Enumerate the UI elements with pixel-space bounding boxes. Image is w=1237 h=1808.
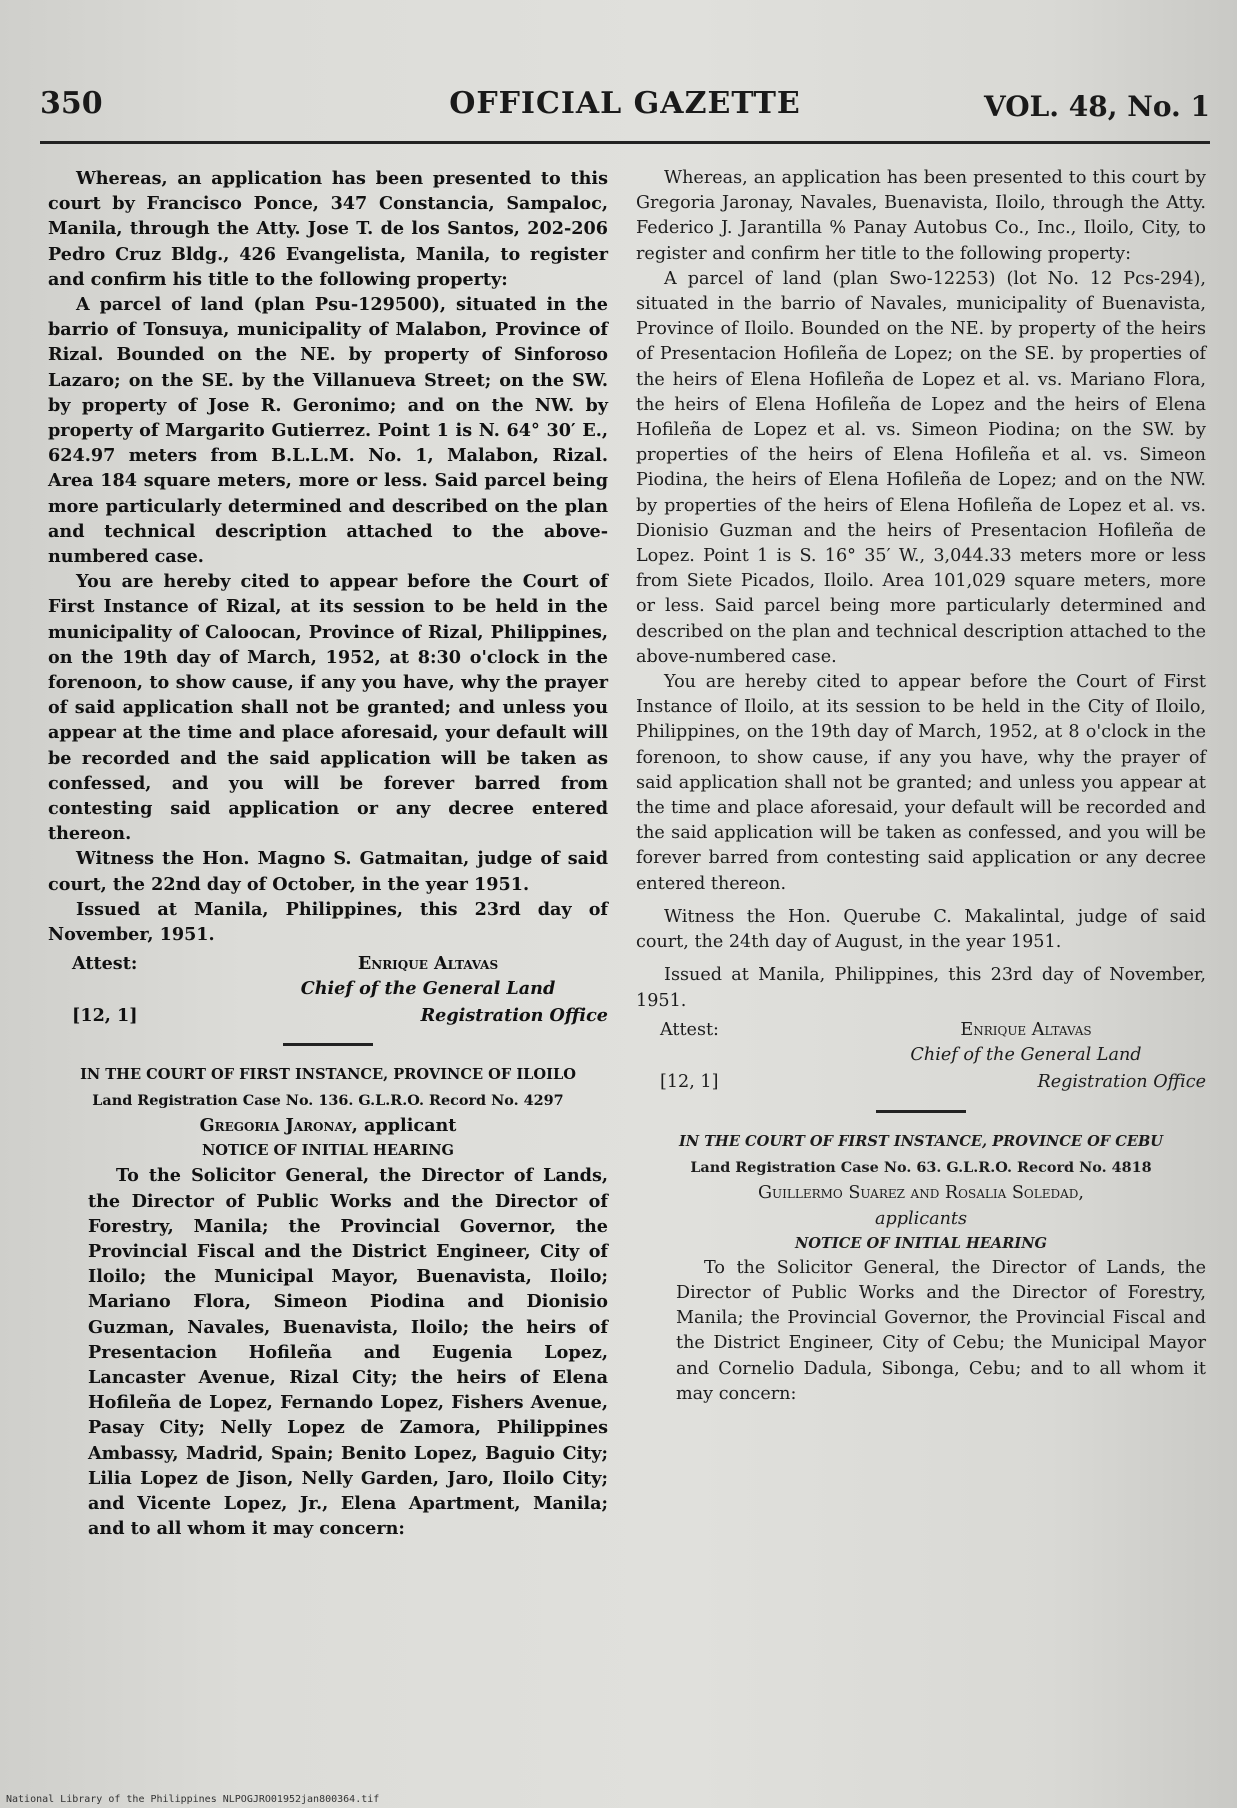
right-attest-ref: [12, 1] (660, 1071, 719, 1092)
right-attest-title2: Registration Office (1037, 1071, 1206, 1092)
right-issued-paragraph: Issued at Manila, Philippines, this 23rd day of November, 1951. (636, 965, 1206, 1011)
scan-footer: National Library of the Philippines NLPOGJRO01952jan800364.tif (6, 1794, 380, 1805)
left-notice-heading: NOTICE OF INITIAL HEARING (201, 1142, 455, 1160)
left-court-heading: IN THE COURT OF FIRST INSTANCE, PROVINCE OF ILOILO (80, 1066, 576, 1084)
page-header (40, 86, 1210, 136)
left-attest-label: Attest: (72, 953, 138, 975)
right-notice-heading: NOTICE OF INITIAL HEARING (794, 1234, 1048, 1252)
left-property-paragraph: A parcel of land (plan Psu-129500), situated in the barrio of Tonsuya, municipality of Malabon, Province of Rizal. Bounded on the NE. by property of Sinforoso Lazaro; on the SE. by the Villanueva Street; on the SW. by property of Jose R. Geronimo; and on the NW. by property of Margarito Gutierrez. Point 1 is N. 64° 30′ E., 624.97 meters from B.L.L.M. No. 1, Malabon, Rizal. Area 184 square meters, more or less. Said parcel being more particularly determined and described on the plan and technical description attached to the above-numbered case. (48, 294, 608, 568)
left-witness-paragraph: Witness the Hon. Magno S. Gatmaitan, judge of said court, the 22nd day of October, in the year 1951. (48, 848, 608, 895)
right-applicants-word: applicants (874, 1208, 968, 1229)
right-court-heading: IN THE COURT OF FIRST INSTANCE, PROVINCE OF CEBU (678, 1132, 1164, 1150)
left-section-divider (283, 1043, 373, 1046)
right-addressees-paragraph: To the Solicitor General, the Director of Lands, the Director of Public Works and the Director of Forestry, Manila; the Provincial Governor, the Provincial Fiscal and the District Engineer, City of Cebu; the Municipal Mayor and Cornelio Dadula, Sibonga, Cebu; and to all whom it may concern: (676, 1257, 1206, 1404)
right-whereas-paragraph: Whereas, an application has been presented to this court by Gregoria Jaronay, Navales, Buenavista, Iloilo, through the Atty. Federico J. Jarantilla % Panay Autobus Co., Inc., Iloilo, City, to register and confirm her title to the following property: (636, 168, 1206, 264)
right-property-paragraph: A parcel of land (plan Swo-12253) (lot No. 12 Pcs-294), situated in the barrio of Navales, municipality of Buenavista, Province of Iloilo. Bounded on the NE. by property of the heirs of Presentacion Hofileña de Lopez; on the SE. by properties of the heirs of Elena Hofileña de Lopez et al. vs. Mariano Flora, the heirs of Elena Hofileña de Lopez and the heirs of Elena Hofileña de Lopez et al. vs. Simeon Piodina; on the SW. by properties of the heirs of Elena Hofileña et al. vs. Simeon Piodina, the heirs of Elena Hofileña de Lopez; and on the NW. by properties of the heirs of Elena Hofileña de Lopez et al. vs. Dionisio Guzman and the heirs of Presentacion Hofileña de Lopez. Point 1 is S. 16° 35′ W., 3,044.33 meters more or less from Siete Picados, Iloilo. Area 101,029 square meters, more or less. Said parcel being more particularly determined and described on the plan and technical description attached to the above-numbered case. (636, 268, 1206, 667)
right-attest-name: Enrique Altavas (960, 1019, 1092, 1040)
page-number: 350 (40, 86, 103, 121)
left-issued-paragraph: Issued at Manila, Philippines, this 23rd day of November, 1951. (48, 898, 608, 946)
left-addressees-paragraph: To the Solicitor General, the Director of Lands, the Director of Public Works and the Director of Forestry, Manila; the Provincial Governor, the Provincial Fiscal and the District Engineer, City of Iloilo; the Municipal Mayor, Buenavista, Iloilo; Mariano Flora, Simeon Piodina and Dionisio Guzman, Navales, Buenavista, Iloilo; the heirs of Presentacion Hofileña and Eugenia Lopez, Lancaster Avenue, Rizal City; the heirs of Elena Hofileña de Lopez, Fernando Lopez, Fishers Avenue, Pasay City; Nelly Lopez de Zamora, Philippines Ambassy, Madrid, Spain; Benito Lopez, Baguio City; Lilia Lopez de Jison, Nelly Garden, Jaro, Iloilo City; and Vicente Lopez, Jr., Elena Apartment, Manila; and to all whom it may concern: (88, 1165, 608, 1540)
right-applicants-line (636, 1180, 1206, 1232)
left-attest-name: Enrique Altavas (357, 953, 499, 975)
right-case-line: Land Registration Case No. 63. G.L.R.O. Record No. 4818 (690, 1158, 1152, 1176)
left-column (48, 166, 608, 1541)
right-applicants-names: Guillermo Suarez and Rosalia Soledad, (758, 1182, 1084, 1203)
right-attest-label: Attest: (660, 1019, 719, 1040)
left-applicant-name: Gregoria Jaronay (199, 1115, 352, 1137)
right-witness-paragraph: Witness the Hon. Querube C. Makalintal, judge of said court, the 24th day of August, in the year 1951. (636, 906, 1206, 953)
left-citation-paragraph: You are hereby cited to appear before the Court of First Instance of Rizal, at its session to be held in the municipality of Caloocan, Province of Rizal, Philippines, on the 19th day of March, 1952, at 8:30 o'clock in the forenoon, to show cause, if any you have, why the prayer of said application shall not be granted; and unless you appear at the time and place aforesaid, your default will be recorded and the said application will be taken as confessed, and you will be forever barred from contesting said application or any decree entered thereon. (48, 571, 608, 845)
right-column (636, 166, 1206, 1407)
left-whereas-paragraph: Whereas, an application has been presented to this court by Francisco Ponce, 347 Constancia, Sampaloc, Manila, through the Atty. Jose T. de los Santos, 202-206 Pedro Cruz Bldg., 426 Evangelista, Manila, to register and confirm his title to the following property: (48, 168, 608, 290)
left-applicant-line (48, 1113, 608, 1139)
left-attest-title1: Chief of the General Land (300, 978, 556, 1000)
left-attest-title2: Registration Office (420, 1005, 608, 1027)
left-attest-block (48, 951, 608, 1029)
gazette-title: OFFICIAL GAZETTE (449, 86, 801, 121)
header-rule (40, 141, 1210, 144)
left-attest-ref: [12, 1] (72, 1005, 138, 1027)
right-section-divider (876, 1110, 966, 1113)
left-applicant-suffix: , applicant (351, 1115, 457, 1137)
volume-number: VOL. 48, No. 1 (983, 90, 1210, 123)
right-citation-paragraph: You are hereby cited to appear before the Court of First Instance of Iloilo, at its session to be held in the City of Iloilo, Philippines, on the 19th day of March, 1952, at 8 o'clock in the forenoon, to show cause, if any you have, why the prayer of said application shall not be granted; and unless you appear at the time and place aforesaid, your default will be recorded and the said application will be taken as confessed, and you will be forever barred from contesting said application or any decree entered thereon. (636, 672, 1206, 894)
right-attest-block (636, 1018, 1206, 1096)
right-attest-title1: Chief of the General Land (910, 1044, 1142, 1065)
left-case-line: Land Registration Case No. 136. G.L.R.O. Record No. 4297 (92, 1092, 564, 1110)
